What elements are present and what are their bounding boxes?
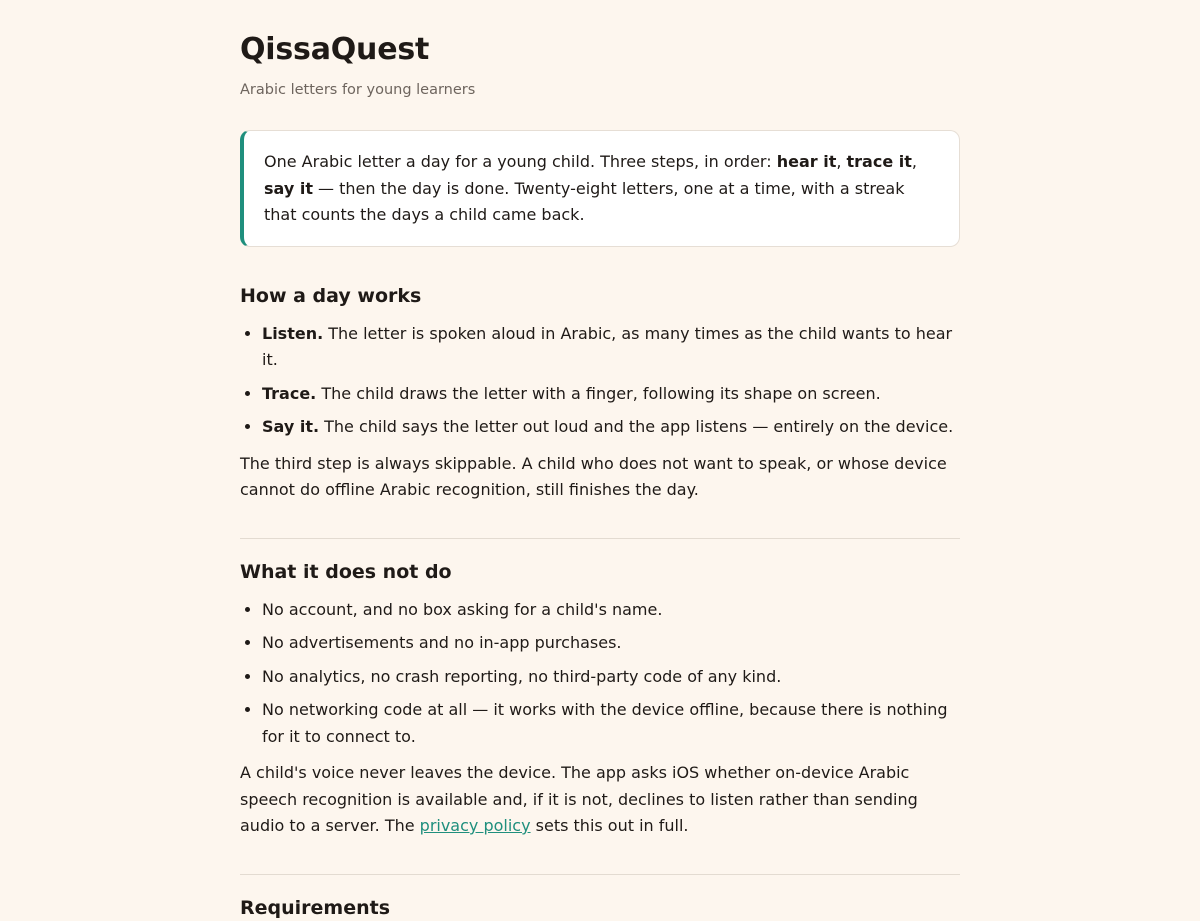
intro-callout — [240, 130, 960, 247]
intro-text-start: One Arabic letter a day for a young child. Three steps, in order: — [264, 152, 777, 171]
how-a-day-works-section — [240, 283, 960, 504]
page-content — [240, 0, 960, 921]
intro-step-say: say it — [264, 178, 313, 198]
section-divider — [240, 538, 960, 539]
list-item: • No analytics, no crash reporting, no third-party code of any kind. — [262, 664, 960, 691]
intro-separator: , — [836, 152, 847, 171]
skippable-note: The third step is always skippable. A child who does not want to speak, or whose device cannot do offline Arabic recognition, still finishes the day. — [240, 453, 947, 499]
intro-separator: , — [911, 152, 917, 171]
list-item — [262, 381, 960, 408]
list-item: • No advertisements and no in-app purchases. — [262, 630, 960, 657]
section-heading: Requirements — [240, 896, 391, 919]
intro-step-hear: hear it — [776, 152, 837, 171]
step-label: Listen. — [262, 323, 324, 343]
exclusions-list — [240, 597, 960, 751]
privacy-note — [240, 760, 960, 840]
step-text: The child draws the letter with a finger, following its shape on screen. — [316, 383, 881, 403]
list-item — [262, 414, 960, 441]
section-heading: How a day works — [240, 284, 422, 307]
requirements-section — [240, 895, 960, 921]
intro-step-trace: trace it — [846, 152, 912, 171]
steps-list — [240, 321, 960, 441]
what-it-does-not-do-section — [240, 559, 960, 840]
step-label: Say it. — [262, 417, 320, 436]
page-tagline: Arabic letters for young learners — [240, 82, 476, 98]
privacy-note-start: A child's voice never leaves the device. The app asks iOS whether on-device Arabic speech recognition is available and, if it is not, declines to listen rather than sending audio to a server. The — [240, 763, 918, 835]
privacy-policy-link[interactable]: privacy policy — [419, 816, 531, 835]
step-text: The child says the letter out loud and the app listens — entirely on the device. — [319, 417, 954, 436]
step-text: The letter is spoken aloud in Arabic, as many times as the child wants to hear it. — [262, 323, 953, 369]
list-item: • No networking code at all — it works with the device offline, because there is nothing for it to connect to. — [262, 697, 960, 750]
page-title: QissaQuest — [240, 32, 430, 67]
list-item — [262, 321, 960, 374]
section-heading: What it does not do — [240, 560, 452, 583]
intro-text-end: — then the day is done. Twenty-eight letters, one at a time, with a streak that counts the days a child came back. — [264, 178, 905, 224]
privacy-note-end: sets this out in full. — [530, 816, 689, 835]
section-divider — [240, 874, 960, 875]
list-item: • No account, and no box asking for a child's name. — [262, 597, 960, 624]
step-label: Trace. — [262, 383, 317, 403]
